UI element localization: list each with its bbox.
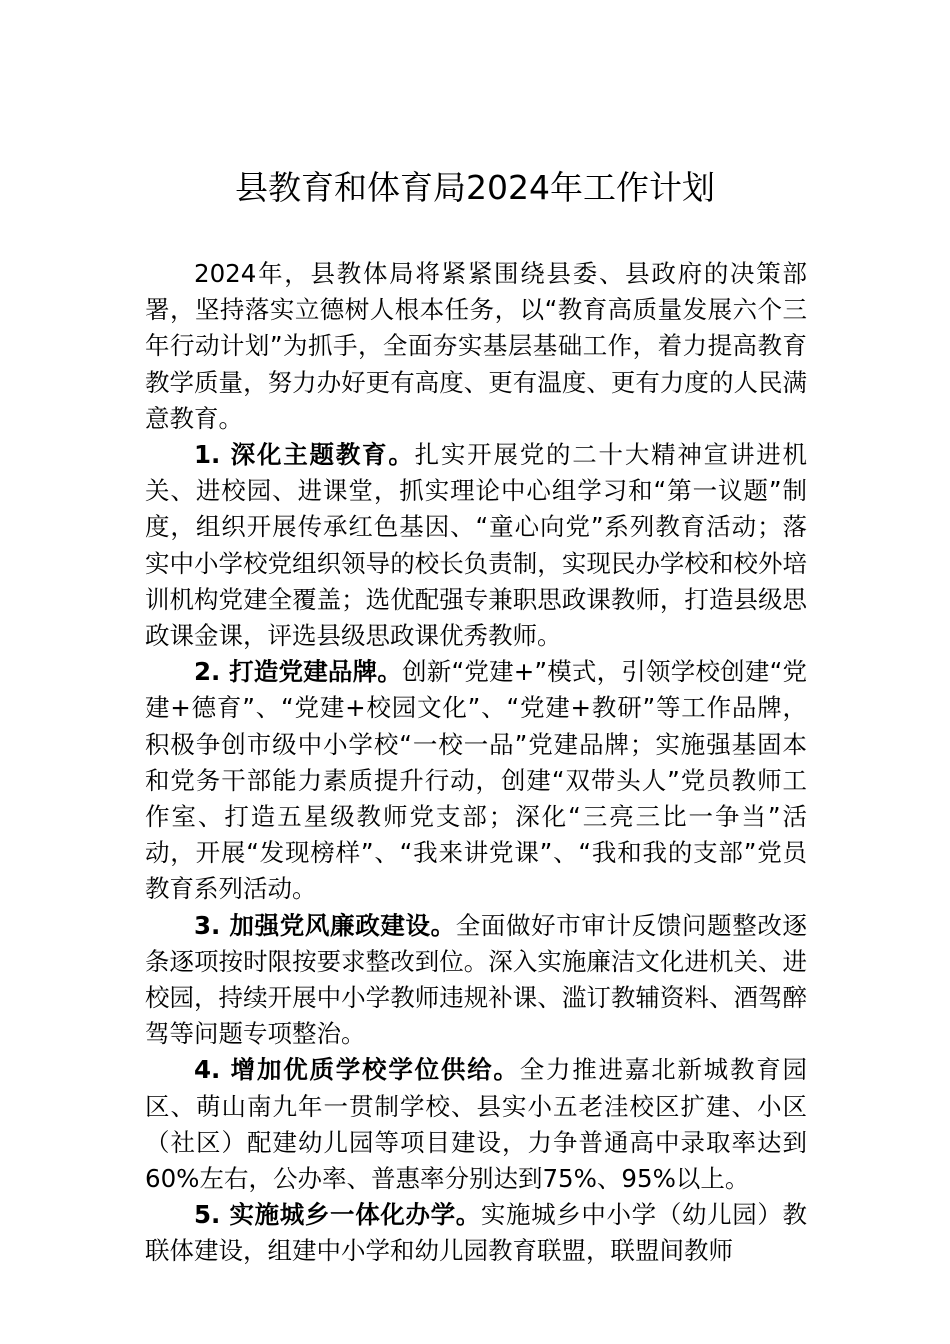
item-paragraph-1	[145, 437, 807, 654]
item-paragraph-5	[145, 1197, 807, 1269]
item-text-5: 实施城乡中小学（幼儿园）教联体建设，组建中小学和幼儿园教育联盟，联盟间教师	[145, 1200, 807, 1266]
item-text-1: 扎实开展党的二十大精神宣讲进机关、进校园、进课堂，抓实理论中心组学习和“第一议题”制度，组织开展传承红色基因、“童心向党”系列教育活动；落实中小学校党组织领导的校长负责制，实现民办学校和校外培训机构党建全覆盖；选优配强专兼职思政课教师，打造县级思政课金课，评选县级思政课优秀教师。	[145, 440, 807, 651]
item-text-3: 全面做好市审计反馈问题整改逐条逐项按时限按要求整改到位。深入实施廉洁文化进机关、进校园，持续开展中小学教师违规补课、滥订教辅资料、酒驾醉驾等问题专项整治。	[145, 910, 808, 1049]
item-text-2: 创新“党建+”模式，引领学校创建“党建+德育”、“党建+校园文化”、“党建+教研”等工作品牌，积极争创市级中小学校“一校一品”党建品牌；实施强基固本和党务干部能力素质提升行动，创建“双带头人”党员教师工作室、打造五星级教师党支部；深化“三亮三比一争当”活动，开展“发现榜样”、“我来讲党课”、“我和我的支部”党员教育系列活动。	[145, 657, 808, 904]
item-paragraph-3	[145, 908, 807, 1053]
item-text-4: 全力推进嘉北新城教育园区、萌山南九年一贯制学校、县实小五老洼校区扩建、小区（社区）配建幼儿园等项目建设，力争普通高中录取率达到60%左右，公办率、普惠率分别达到75%、95%以上。	[145, 1055, 807, 1194]
item-paragraph-2	[145, 654, 807, 907]
item-heading-2: 2. 打造党建品牌。	[194, 657, 403, 687]
document-body	[145, 256, 807, 1270]
intro-paragraph: 2024年，县教体局将紧紧围绕县委、县政府的决策部署，坚持落实立德树人根本任务，以“教育高质量发展六个三年行动计划”为抓手，全面夯实基层基础工作，着力提高教育教学质量，努力办好更有高度、更有温度、更有力度的人民满意教育。	[145, 259, 807, 433]
item-heading-1: 1. 深化主题教育。	[194, 440, 415, 470]
document-title: 县教育和体育局2024年工作计划	[235, 168, 715, 207]
item-heading-3: 3. 加强党风廉政建设。	[194, 910, 456, 940]
item-heading-5: 5. 实施城乡一体化办学。	[194, 1200, 481, 1230]
item-paragraph-4	[145, 1052, 807, 1197]
item-heading-4: 4. 增加优质学校学位供给。	[194, 1055, 520, 1085]
